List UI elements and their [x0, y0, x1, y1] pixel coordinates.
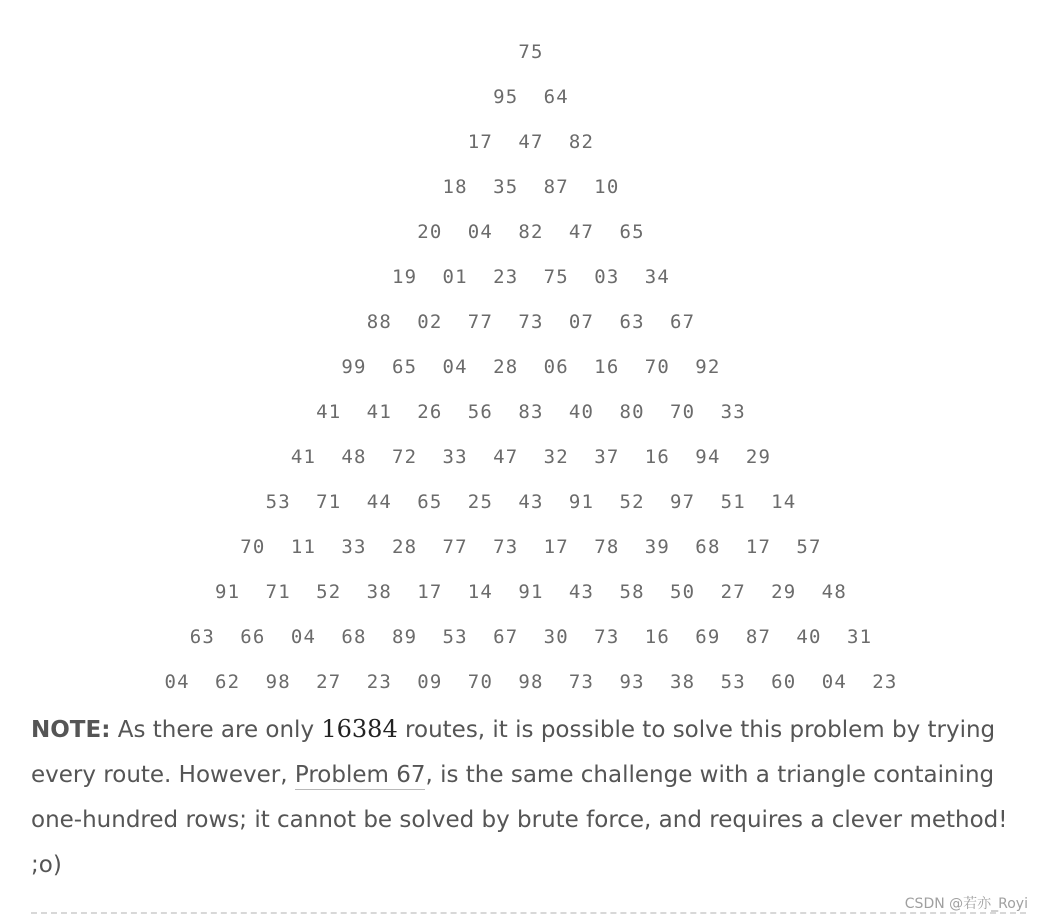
- triangle-row: 63 66 04 68 89 53 67 30 73 16 69 87 40 31: [189, 626, 873, 648]
- triangle-row: 20 04 82 47 65: [417, 221, 645, 243]
- triangle-row: 19 01 23 75 03 34: [391, 266, 671, 288]
- triangle-row: 88 02 77 73 07 63 67: [366, 311, 696, 333]
- note-label: NOTE:: [31, 717, 111, 743]
- note-paragraph: [31, 707, 1011, 888]
- csdn-watermark: CSDN @若亦_Royi: [904, 896, 1028, 912]
- triangle-row: 95 64: [493, 86, 569, 108]
- triangle-row: 91 71 52 38 17 14 91 43 58 50 27 29 48: [215, 581, 847, 603]
- triangle-row: 41 48 72 33 47 32 37 16 94 29: [290, 446, 772, 468]
- note-text-1: As there are only: [110, 717, 322, 743]
- triangle-row: 41 41 26 56 83 40 80 70 33: [316, 401, 746, 423]
- number-triangle: [0, 30, 1042, 705]
- triangle-row: 18 35 87 10: [442, 176, 620, 198]
- triangle-row: 99 65 04 28 06 16 70 92: [341, 356, 721, 378]
- problem-67-link[interactable]: Problem 67: [294, 762, 426, 788]
- note-text-3: , is the same challenge with a triangle containing one-hundred rows; it cannot be solved by brute force, and requires a clever method! ;o): [31, 762, 1008, 878]
- dashed-divider: [31, 912, 1026, 914]
- triangle-row: 70 11 33 28 77 73 17 78 39 68 17 57: [240, 536, 822, 558]
- note-text-2: routes, it is possible to solve this problem by trying every route. However,: [31, 717, 996, 788]
- triangle-row: 04 62 98 27 23 09 70 98 73 93 38 53 60 04 23: [164, 671, 898, 693]
- route-count: 16384: [321, 715, 398, 743]
- triangle-row: 75: [518, 41, 544, 63]
- triangle-row: 17 47 82: [467, 131, 595, 153]
- triangle-row: 53 71 44 65 25 43 91 52 97 51 14: [265, 491, 797, 513]
